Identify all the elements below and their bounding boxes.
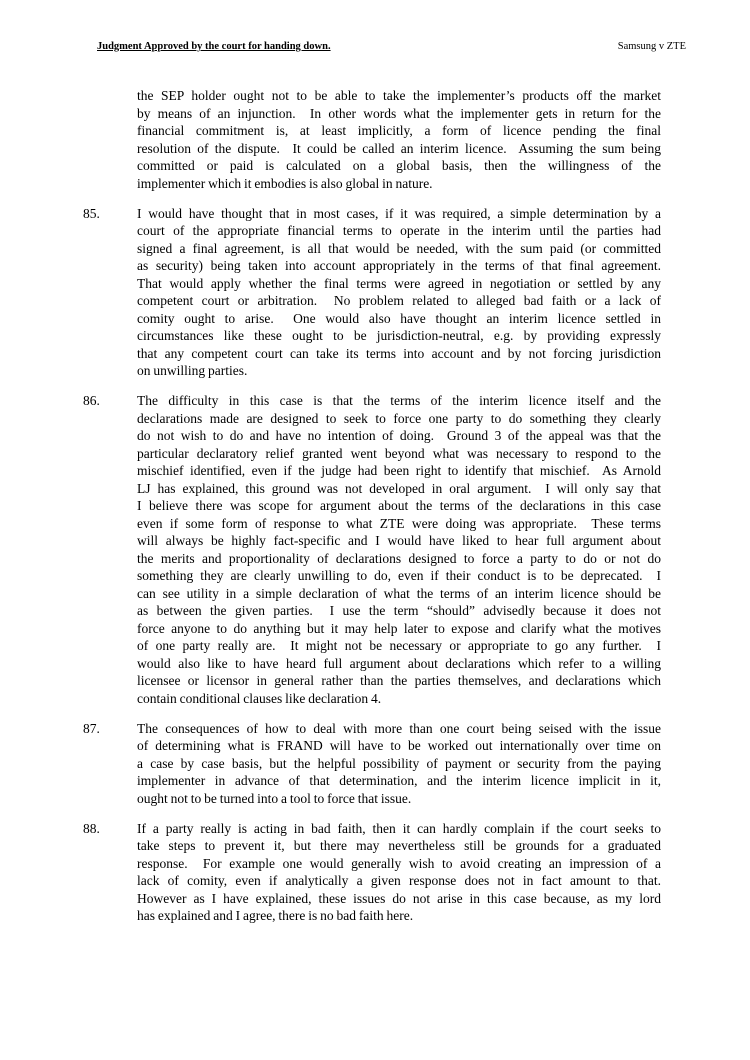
text-line: financial commitment is, at least implicitly, a form of licence pending the final: [137, 123, 661, 138]
text-line: LJ has explained, this ground was not developed in oral argument. I will only say that: [137, 480, 661, 496]
text-line: implementer which it embodies is also global in nature.: [137, 175, 433, 191]
paragraph-text: [137, 87, 661, 192]
page-header: [97, 41, 686, 52]
paragraph-number: 86.: [83, 393, 100, 408]
text-line: lack of comity, even if analytically a given response does not in fact amount to that.: [137, 873, 661, 888]
text-line: implementer in advance of that determination, and the interim licence implicit in it,: [137, 773, 661, 788]
text-line: licensee or licensor in general rather than the parties themselves, and declarations which: [137, 673, 661, 688]
paragraph-text: [137, 820, 661, 925]
paragraph-number: 85.: [83, 205, 100, 221]
text-line: comity ought to arise. One would also have thought an interim licence settled in: [137, 310, 661, 326]
text-line: If a party really is acting in bad faith, then it can hardly complain if the court seeks to: [137, 820, 661, 836]
text-line: a case by case basis, but the helpful possibility of payment or security from the paying: [137, 755, 661, 771]
text-line: that any competent court can take its terms into account and by not forcing jurisdiction: [137, 345, 661, 361]
text-line: even if some form of response to what ZTE were doing was appropriate. These terms: [137, 515, 661, 531]
text-line: by means of an injunction. In other words what the implementer gets in return for the: [137, 105, 661, 121]
text-line: ought not to be turned into a tool to force that issue.: [137, 790, 412, 806]
text-line: I believe there was scope for argument about the terms of the declarations in this case: [137, 498, 661, 513]
judgment-paragraph: [83, 820, 661, 925]
text-line: will always be highly fact-specific and I would have liked to hear full argument about: [137, 533, 661, 548]
text-line: The consequences of how to deal with more than one court being seised with the issue: [137, 720, 661, 736]
paragraph-text: [137, 392, 661, 707]
text-line: of determining what is FRAND will have to be worked out internationally over time on: [137, 738, 661, 753]
text-line: the SEP holder ought not to be able to take the implementer’s products off the market: [137, 88, 661, 103]
text-line: The difficulty in this case is that the terms of the interim licence itself and the: [137, 393, 661, 408]
text-line: I would have thought that in most cases, if it was required, a simple determination by a: [137, 205, 661, 221]
text-line: circumstances like these ought to be jurisdiction-neutral, e.g. by providing expressly: [137, 328, 661, 343]
text-line: as security) being taken into account appropriately in the terms of that final agreement.: [137, 258, 661, 273]
text-line: That would apply whether the final terms were agreed in negotiation or settled by any: [137, 275, 661, 291]
text-line: something they are clearly unwilling to do, even if their conduct is to be deprecated. I: [137, 568, 661, 583]
text-line: contain conditional clauses like declaration 4.: [137, 690, 382, 706]
text-line: committed or paid is calculated on a global basis, then the willingness of the: [137, 158, 661, 173]
header-approval-notice: Judgment Approved by the court for handing down.: [97, 41, 331, 52]
text-line: take steps to prevent it, but there may nevertheless still be grounds for a graduated: [137, 838, 661, 853]
header-case-name: Samsung v ZTE: [617, 41, 686, 52]
judgment-paragraph: [83, 87, 661, 192]
text-line: force anyone to do anything but it may help later to expose and clarify what the motives: [137, 620, 661, 636]
text-line: resolution of the dispute. It could be called an interim licence. Assuming the sum being: [137, 140, 661, 156]
text-line: do not wish to do and have no intention of doing. Ground 3 of the appeal was that the: [137, 428, 661, 443]
text-line: However as I have explained, these issues do not arise in this case because, as my lord: [137, 890, 661, 906]
text-line: court of the appropriate financial terms to operate in the interim until the parties had: [137, 223, 661, 238]
text-line: mischief identified, even if the judge had been right to identify that mischief. As Arnold: [137, 463, 661, 478]
text-line: on unwilling parties.: [137, 363, 248, 378]
text-line: as between the given parties. I use the term “should” advisedly because it does not: [137, 603, 661, 618]
judgment-paragraph: [83, 720, 661, 808]
paragraph-text: [137, 205, 661, 380]
text-line: the merits and proportionality of declarations designed to force a party to do or not do: [137, 550, 661, 566]
judgment-paragraph: [83, 205, 661, 380]
text-line: of one party really are. It might not be necessary or appropriate to go any further. I: [137, 638, 661, 653]
text-line: can see utility in a simple declaration of what the terms of an interim licence should be: [137, 585, 661, 601]
text-line: competent court or arbitration. No problem related to alleged bad faith or a lack of: [137, 293, 661, 308]
text-line: signed a final agreement, is all that would be needed, with the sum paid (or committed: [137, 240, 661, 256]
paragraph-number: 88.: [83, 820, 100, 836]
judgment-body: [83, 87, 661, 937]
text-line: would also like to have heard full argument about declarations which refer to a willing: [137, 655, 661, 671]
paragraph-number: 87.: [83, 720, 100, 736]
text-line: particular declaratory relief granted went beyond what was necessary to respond to the: [137, 445, 661, 461]
text-line: has explained and I agree, there is no bad faith here.: [137, 908, 414, 923]
judgment-paragraph: [83, 392, 661, 707]
paragraph-text: [137, 720, 661, 808]
text-line: response. For example one would generally wish to avoid creating an impression of a: [137, 855, 661, 871]
text-line: declarations made are designed to seek to force one party to do something they clearly: [137, 410, 661, 426]
